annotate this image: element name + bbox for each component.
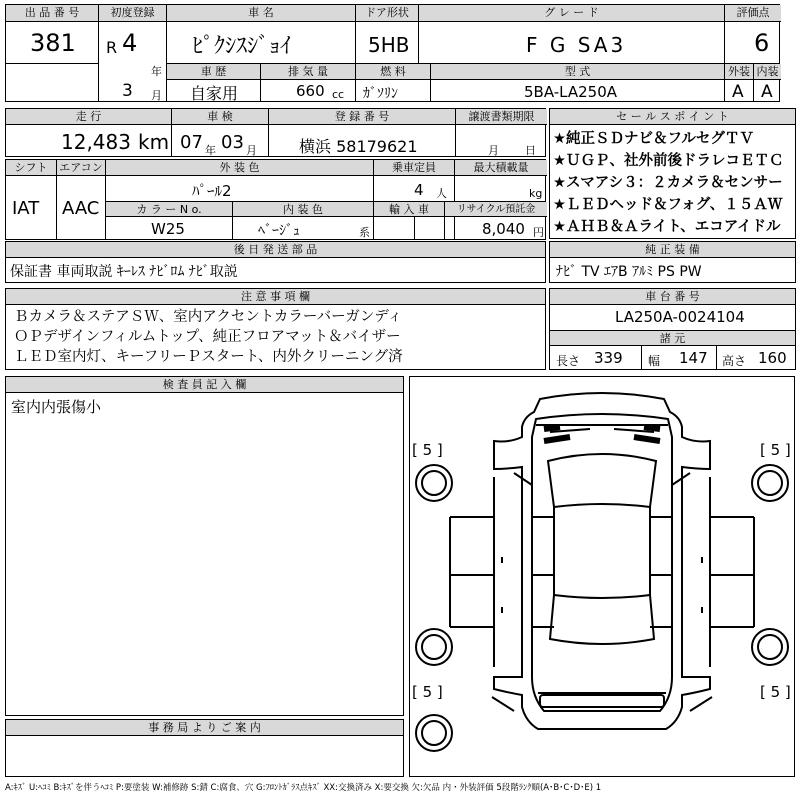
car-diagram-panel (409, 376, 795, 777)
chassis-header: 車 台 番 号 (550, 289, 795, 305)
damage-legend: A:ｷｽﾞ U:ﾍｺﾐ B:ｷｽﾞを伴うﾍｺﾐ P:要塗装 W:補修跡 S:錆 C:腐食、穴 G:ﾌﾛﾝﾄｶﾞﾗｽ点ｷｽﾞ XX:交換済み X:要交換 欠:欠品 内・外装評価 5段階ﾗﾝｸ順(A･B･C･D･E) 1 (5, 783, 602, 793)
note-line: ＬＥＤ室内灯、キーフリーＰスタート、内外クリーニング済 (14, 349, 403, 365)
note-line: ＯＰデザインフィルムトップ、純正フロアマット＆バイザー (14, 329, 401, 345)
sales-point-item: ★純正ＳＤナビ＆フルセグＴＶ (553, 131, 754, 147)
width-label: 幅 (648, 354, 661, 368)
specs-header: 諸 元 (550, 331, 795, 346)
shift-value: IAT (12, 198, 40, 219)
inspection-year-unit: 年 (205, 144, 216, 157)
mileage-row (5, 108, 546, 157)
chassis-block (549, 288, 796, 370)
parts-later-value: 保証書 車両取説 ｷｰﾚｽ ﾅﾋﾞﾛﾑ ﾅﾋﾞ取説 (10, 264, 238, 280)
width-value: 147 (679, 349, 708, 367)
equipment-value: ﾅﾋﾞ TV ｴｱB ｱﾙﾐ PS PW (556, 264, 702, 280)
score-value: 6 (754, 29, 770, 57)
max-load-header: 最大積載量 (455, 160, 547, 176)
capacity-unit: 人 (436, 187, 447, 200)
car-diagram (410, 377, 794, 776)
lot-no-header: 出 品 番 号 (6, 5, 98, 22)
color-no-value: W25 (151, 220, 185, 238)
note-line: Ｂカメラ＆ステアＳＷ、室内アクセントカラーバーガンディ (14, 309, 403, 325)
transfer-date-header: 譲渡書類期限 (456, 109, 547, 125)
sales-point-list (553, 128, 784, 238)
tire-mark-front-right: [ 5 ] (760, 441, 791, 459)
fuel-header: 燃 料 (356, 64, 430, 80)
sales-point-item: ★ＵＧＰ、社外前後ドラレコＥＴＣ (553, 153, 784, 169)
transfer-day-unit: 日 (525, 144, 536, 157)
color-header: 外 装 色 (106, 160, 373, 176)
recycle-unit: 円 (533, 226, 544, 239)
sales-point-item: ★ＬＥＤヘッド＆フォグ、１５ＡＷ (553, 197, 783, 213)
displacement-unit: cc (332, 88, 345, 101)
length-label: 長さ (556, 354, 581, 368)
interior-value: A (761, 82, 773, 102)
inspection-month-unit: 月 (246, 144, 257, 157)
int-color-value: ﾍﾞｰｼﾞｭ (258, 223, 300, 239)
model-code-value: 5BA-LA250A (524, 83, 618, 101)
score-header: 評価点 (725, 5, 781, 22)
top-info-block (5, 4, 780, 102)
first-reg-header: 初度登録 (99, 5, 166, 22)
displacement-value: 660 (296, 82, 325, 100)
equipment-header: 純 正 装 備 (550, 242, 795, 258)
grade-header: グ レ ー ド (419, 5, 724, 22)
office-block (5, 719, 404, 777)
notes-list (14, 307, 403, 367)
door-header: ドア形状 (356, 5, 418, 22)
sales-point-item: ★スマアシ３：２カメラ＆センサー (553, 175, 783, 191)
month-unit: 月 (151, 89, 162, 102)
recycle-header: リサイクル預託金 (445, 202, 547, 217)
door-value: 5HB (368, 33, 410, 57)
max-load-unit: kg (529, 187, 543, 200)
tire-mark-front-left: [ 5 ] (412, 441, 443, 459)
inspection-month-value: 03 (221, 132, 244, 153)
int-color-header: 内 装 色 (233, 202, 373, 217)
color-no-header: カ ラ ー N o. (106, 202, 232, 217)
exterior-header: 外装 (725, 64, 753, 80)
fuel-value: ｶﾞｿﾘﾝ (363, 86, 398, 102)
capacity-header: 乗車定員 (374, 160, 454, 176)
transfer-month-unit: 月 (488, 144, 499, 157)
shift-color-block (5, 159, 546, 240)
parts-later-header: 後 日 発 送 部 品 (6, 242, 545, 258)
era-value: R (106, 38, 118, 57)
inspector-block (5, 376, 404, 716)
sales-point-block (549, 108, 796, 239)
history-value: 自家用 (190, 84, 239, 103)
lot-no-value: 381 (30, 29, 76, 57)
inspector-header: 検 査 員 記 入 欄 (6, 377, 403, 393)
shift-header: シフト (6, 160, 56, 176)
recycle-value: 8,040 (482, 220, 525, 238)
history-header: 車 歴 (167, 64, 260, 80)
aircon-header: エアコン (57, 160, 105, 176)
aircon-value: AAC (62, 198, 100, 219)
int-color-suffix: 系 (359, 226, 370, 239)
tire-mark-rear-left: [ 5 ] (412, 683, 443, 701)
notes-block (5, 288, 546, 370)
displacement-header: 排 気 量 (261, 64, 355, 80)
capacity-value: 4 (414, 181, 424, 199)
office-header: 事 務 局 よ り ご 案 内 (6, 720, 403, 736)
parts-later-block (5, 241, 546, 283)
mileage-header: 走 行 (6, 109, 171, 125)
sales-point-item: ★ＡＨＢ＆Ａライト、エコアイドル (553, 219, 781, 235)
interior-header: 内装 (754, 64, 781, 80)
tire-mark-rear-right: [ 5 ] (760, 683, 791, 701)
year-value: 4 (122, 29, 138, 57)
notes-header: 注 意 事 項 欄 (6, 289, 545, 305)
month-value: 3 (122, 81, 133, 101)
color-value: ﾊﾟｰﾙ2 (192, 182, 232, 200)
car-name-value: ﾋﾟｸｼｽｼﾞｮｲ (192, 34, 292, 59)
height-value: 160 (758, 349, 787, 367)
length-value: 339 (594, 349, 623, 367)
plate-header: 登 録 番 号 (269, 109, 455, 125)
sales-point-header: セ ー ル ス ポ イ ン ト (550, 109, 795, 125)
mileage-value: 12,483 (61, 130, 131, 154)
height-label: 高さ (722, 354, 747, 368)
inspection-header: 車 検 (172, 109, 268, 125)
year-unit: 年 (151, 65, 162, 78)
plate-value: 横浜 58179621 (299, 137, 418, 156)
mileage-unit: km (138, 130, 170, 154)
inspector-note: 室内内張傷小 (11, 398, 102, 416)
inspection-year-value: 07 (180, 132, 203, 153)
exterior-value: A (732, 82, 744, 102)
model-code-header: 型 式 (431, 64, 724, 80)
car-name-header: 車 名 (167, 5, 355, 22)
grade-value: F G SA3 (526, 33, 627, 57)
import-header: 輸 入 車 (374, 202, 444, 217)
equipment-block (549, 241, 796, 283)
chassis-value: LA250A-0024104 (615, 308, 745, 326)
